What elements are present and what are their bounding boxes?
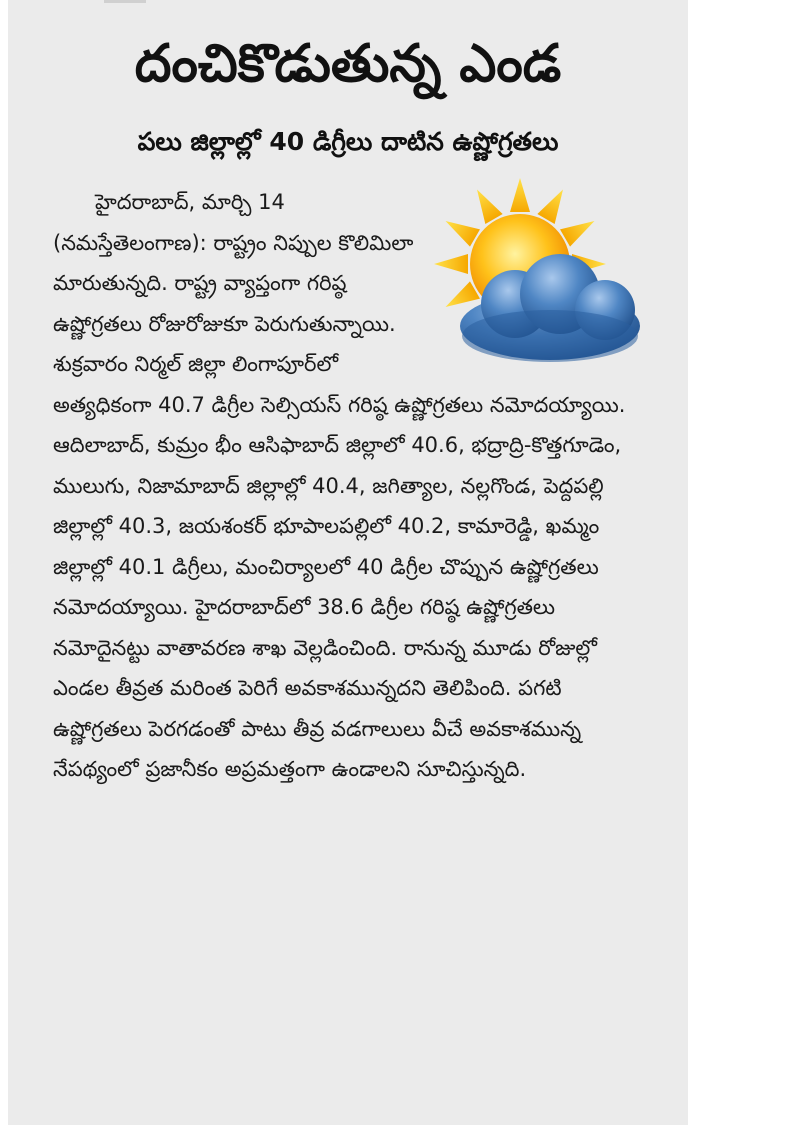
article-body-text: హైదరాబాద్, మార్చి 14 (నమస్తేతెలంగాణ): రాష్ట్రం నిప్పుల కొలిమిలా మారుతున్నది. రాష్ట్ర వ్యాప్తంగా గరిష్ఠ ఉష్ణోగ్రతలు రోజురోజుకూ పెరుగుతున్నాయి. శుక్రవారం నిర్మల్ జిల్లా లింగాపూర్‌లో అత్యధికంగా 40.7 డిగ్రీల సెల్సియస్ గరిష్ఠ ఉష్ణోగ్రతలు నమోదయ్యాయి. ఆదిలాబాద్, కుమ్రం భీం ఆసిఫాబాద్ జిల్లాలో 40.6, భద్రాద్రి-కొత్తగూడెం, ములుగు, నిజామాబాద్ జిల్లాల్లో 40.4, జగిత్యాల, నల్లగొండ, పెద్దపల్లి జిల్లాల్లో 40.3, జయశంకర్ భూపాలపల్లిలో 40.2, కామారెడ్డి, ఖమ్మం జిల్లాల్లో 40.1 డిగ్రీలు, మంచిర్యాలలో 40 డిగ్రీల చొప్పున ఉష్ణోగ్రతలు నమోదయ్యాయి. హైదరాబాద్‌లో 38.6 డిగ్రీల గరిష్ఠ ఉష్ణోగ్రతలు నమోదైనట్టు వాతావరణ శాఖ వెల్లడించింది. రానున్న మూడు రోజుల్లో ఎండల తీవ్రత మరింత పెరిగే అవకాశమున్నదని తెలిపింది. పగటి ఉష్ణోగ్రతలు పెరగడంతో పాటు తీవ్ర వడగాలులు వీచే అవకాశమున్న నేపథ్యంలో ప్రజానీకం అప్రమత్తంగా ఉండాలని సూచిస్తున్నది. bbox=[53, 190, 626, 781]
headline: దంచికొడుతున్న ఎండ bbox=[134, 34, 562, 94]
subheadline: పలు జిల్లాల్లో 40 డిగ్రీలు దాటిన ఉష్ణోగ్రతలు bbox=[137, 127, 559, 156]
article-body bbox=[53, 182, 653, 790]
clipping-edge-mark bbox=[104, 0, 146, 3]
image-wrap-space bbox=[425, 182, 653, 382]
news-clipping bbox=[8, 0, 688, 1125]
